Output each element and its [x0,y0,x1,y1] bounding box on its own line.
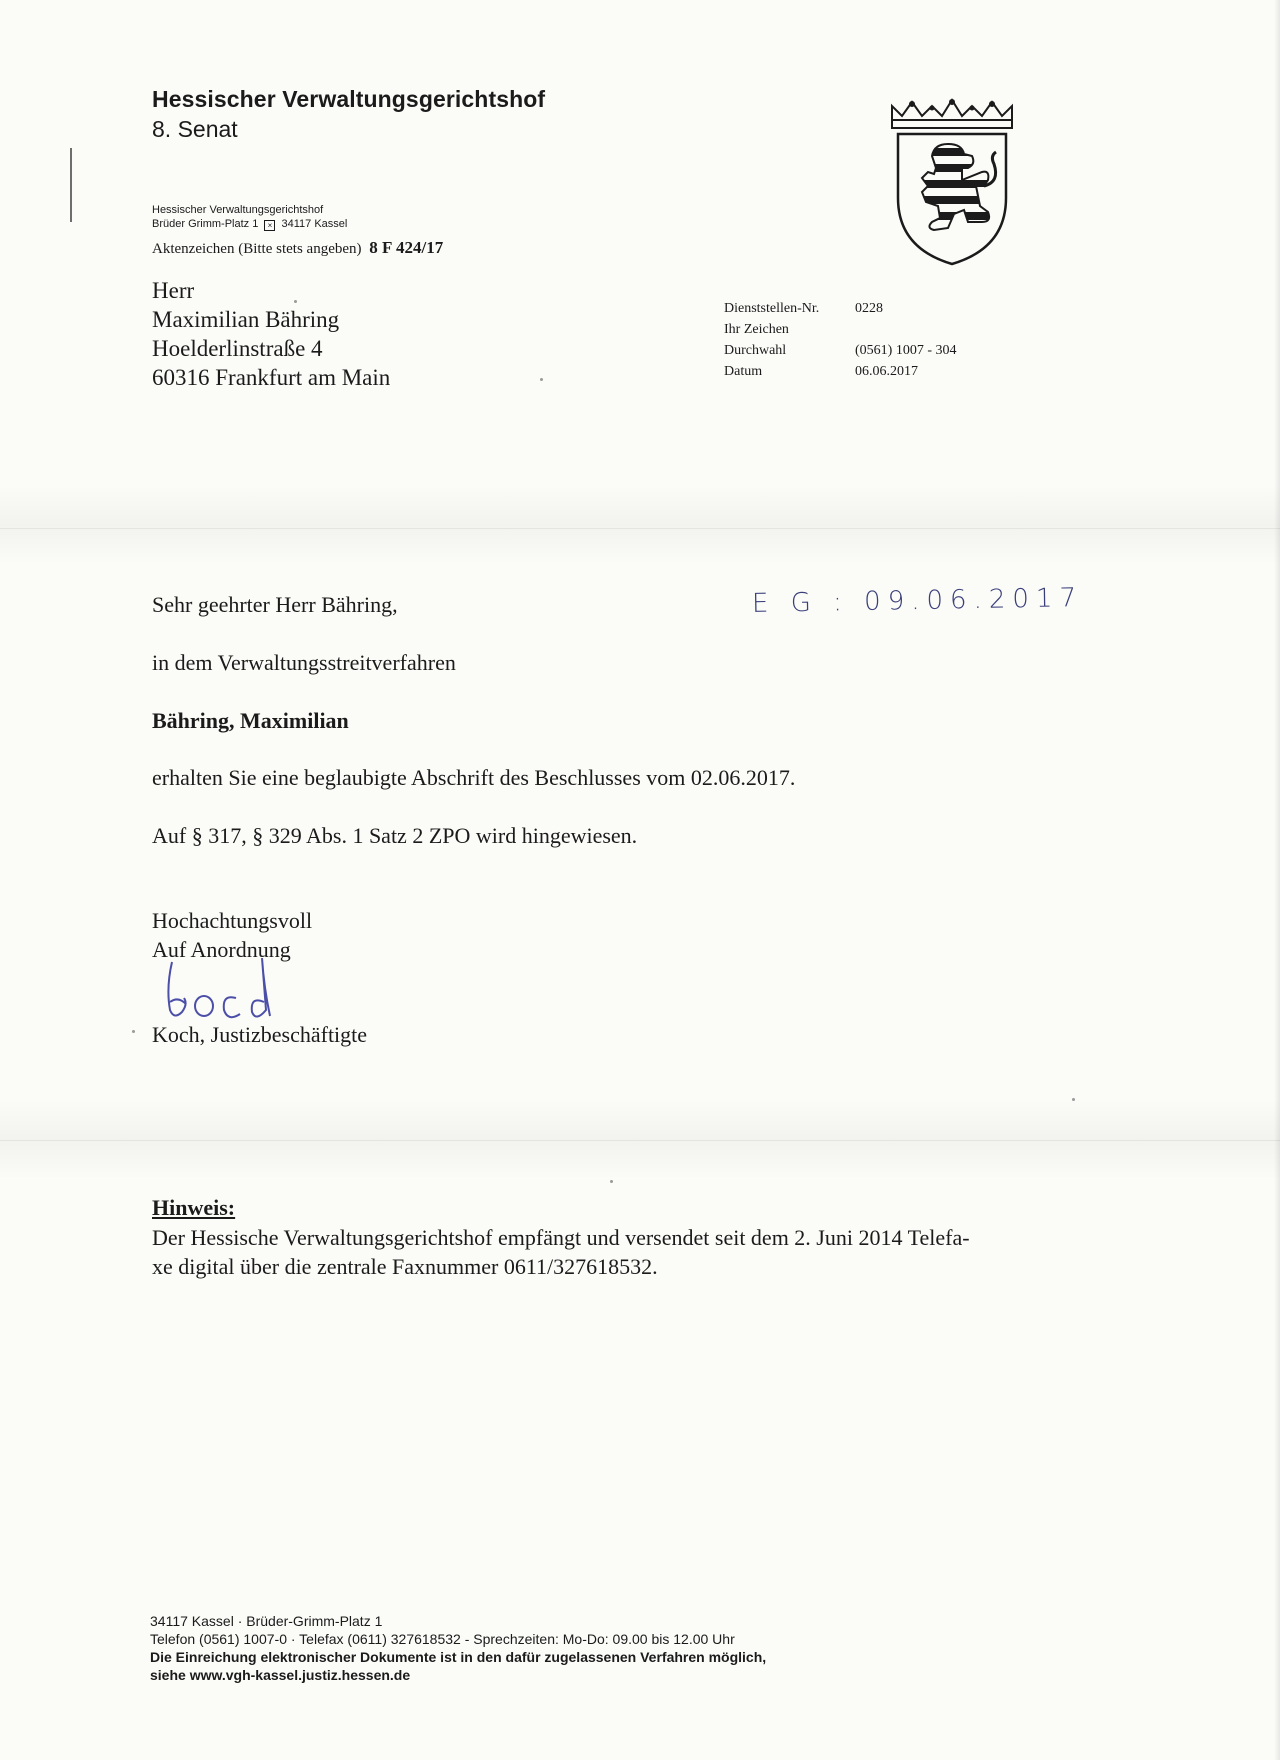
body-line-copy: erhalten Sie eine beglaubigte Abschrift des Beschlusses vom 02.06.2017. [152,765,796,790]
postbox-icon: × [264,220,275,231]
sender-name: Hessischer Verwaltungsgerichtshof [152,204,324,216]
info-row [724,319,957,340]
recipient-street: Hoelderlinstraße 4 [152,336,323,361]
scan-speck [1072,1098,1075,1101]
info-row [724,361,957,382]
aktenzeichen-label: Aktenzeichen (Bitte stets angeben) [152,241,362,257]
signer-name: Koch, Justizbeschäftigte [152,1022,368,1047]
hesse-coat-of-arms-icon [888,98,1016,268]
notice-text [152,1223,1112,1281]
senate-name: 8. Senat [152,116,238,142]
footer-contact: Telefon (0561) 1007-0 · Telefax (0611) 327618532 - Sprechzeiten: Mo-Do: 09.00 bis 12.00 Uhr [150,1631,735,1647]
info-value: 06.06.2017 [855,364,918,379]
recipient-name: Maximilian Bähring [152,307,340,332]
paper-fold-line-bottom [0,1140,1280,1141]
footer-address: 34117 Kassel · Brüder-Grimm-Platz 1 [150,1613,383,1629]
handwritten-signature [160,958,280,1028]
greeting: Sehr geehrter Herr Bähring, [152,592,398,617]
paper-edge [1274,0,1280,1760]
scan-speck [610,1180,613,1183]
paper-fold-line-top [0,528,1280,529]
aktenzeichen [152,238,443,258]
court-name: Hessischer Verwaltungsgerichtshof [152,86,546,112]
info-row [724,298,957,319]
paper-fold-shadow-top [0,485,1280,565]
sender-city: 34117 Kassel [281,218,348,230]
scan-speck [540,378,543,381]
info-label: Datum [724,364,763,379]
scan-speck [294,300,297,303]
footer-electronic-note: Die Einreichung elektronischer Dokumente ist in den dafür zugelassenen Verfahren möglich, [150,1649,767,1665]
aktenzeichen-value: 8 F 424/17 [369,238,444,257]
info-label: Durchwahl [724,343,787,358]
footer-website: siehe www.vgh-kassel.justiz.hessen.de [150,1667,411,1683]
info-label: Dienststellen-Nr. [724,301,820,316]
party-name: Bähring, Maximilian [152,708,349,733]
info-value: (0561) 1007 - 304 [855,343,957,358]
notice-line-2: xe digital über die zentrale Faxnummer 0611/327618532. [152,1254,658,1279]
scan-speck [132,1030,135,1033]
recipient-address [152,276,390,392]
letter-footer [150,1612,766,1684]
recipient-salutation: Herr [152,278,195,303]
closing-regards: Hochachtungsvoll [152,908,313,933]
closing-order: Auf Anordnung [152,937,291,962]
info-row [724,340,957,361]
staple-mark [70,148,72,222]
body-line-proceedings: in dem Verwaltungsstreitverfahren [152,650,456,675]
handwritten-receipt-note: E G : 09.06.2017 [751,583,1084,619]
notice-line-1: Der Hessische Verwaltungsgerichtshof empfängt und versendet seit dem 2. Juni 2014 Telefa- [152,1225,970,1250]
sender-street: Brüder Grimm-Platz 1 [152,218,259,230]
notice-title: Hinweis: [152,1195,236,1220]
sender-address [152,218,347,231]
info-label: Ihr Zeichen [724,322,789,337]
info-value: 0228 [855,301,883,316]
body-line-reference: Auf § 317, § 329 Abs. 1 Satz 2 ZPO wird hingewiesen. [152,823,638,848]
recipient-city: 60316 Frankfurt am Main [152,365,391,390]
reference-info [724,298,957,382]
